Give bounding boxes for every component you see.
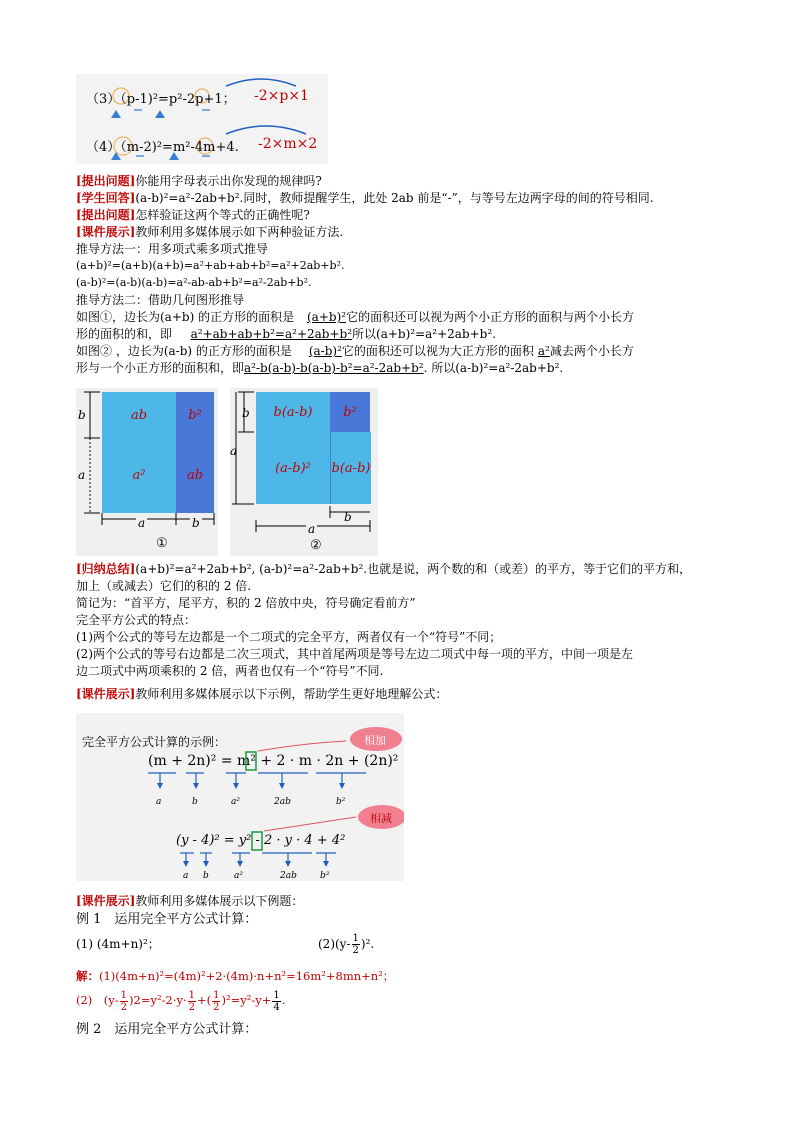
feature-2-line-2: 边二项式中两项乘积的 2 倍，两者也仅有一个“符号”不同. bbox=[76, 664, 384, 678]
solution-1: 解：(1)(4m+n)²=(4m)²+2·(4m)·n+n²=16m²+8mn+n²； bbox=[76, 969, 395, 983]
figure-1-dim-a-left: a bbox=[78, 468, 86, 482]
formula-panel-title: 完全平方公式计算的示例： bbox=[82, 735, 227, 749]
slide-show-3: [课件展示]教师利用多媒体展示以下例题： bbox=[76, 894, 304, 908]
formula-eq-2: (y - 4)² = y² - 2 · y · 4 + 4² bbox=[176, 833, 346, 848]
example-1-q1: (1) (4m+n)²； bbox=[76, 937, 160, 951]
figure-2 bbox=[230, 388, 378, 556]
example-row-3-rhs: -2×p×1 bbox=[254, 88, 309, 104]
slide-show-2: [课件展示]教师利用多媒体展示以下示例，帮助学生更好地理解公式： bbox=[76, 687, 448, 701]
paragraph-fig2-line2: 形与一个小正方形的面积和，即a²-b(a-b)-b(a-b)-b²=a²-2ab+b². 所以(a-b)²=a²-2ab+b². bbox=[76, 361, 564, 375]
paragraph-fig2-line1: 如图② ，边长为(a-b) 的正方形的面积是 (a-b)²它的面积还可以视为大正方形的面积 a²减去两个小长方 bbox=[76, 344, 634, 358]
eq1-label-2ab: 2ab bbox=[274, 797, 291, 807]
figure-2-caption: ② bbox=[310, 538, 322, 553]
figure-1-dim-b-left: b bbox=[78, 408, 86, 422]
figure-1-cell-ab-bottom: ab bbox=[176, 438, 214, 513]
question-2: [提出问题]怎样验证这两个等式的正确性呢? bbox=[76, 208, 310, 222]
method-2-title: 推导方法二：借助几何图形推导 bbox=[76, 293, 245, 307]
solution-2: (2) (y- $\frac{1}{2}$ )2=y²-2·y· $\frac{1}{2}$ +( $\frac{1}{2}$ )²=y²-y+ $\frac{1}{4}$ . bbox=[76, 989, 286, 1013]
summary-line-1: [归纳总结](a+b)²=a²+2ab+b², (a-b)²=a²-2ab+b².也就是说，两个数的和（或差）的平方，等于它们的平方和， bbox=[76, 562, 692, 576]
example-row-4: （4）（m-2)²=m²-4m+4. bbox=[86, 140, 239, 155]
eq2-label-a: a bbox=[183, 871, 189, 881]
callout-add: 相加 bbox=[364, 734, 386, 747]
eq2-label-a2: a² bbox=[234, 871, 243, 881]
method-1-eq1: (a+b)²=(a+b)(a+b)=a²+ab+ab+b²=a²+2ab+b². bbox=[76, 259, 345, 272]
example-1-q2: (2)(y- $\frac{1}{2}$ )². bbox=[318, 933, 375, 956]
example-row-3: （3）（p-1)²=p²-2p+1； bbox=[86, 92, 236, 107]
figure-1-dim-b-bottom: b bbox=[192, 516, 200, 530]
figure-1-cell-b2: b² bbox=[176, 392, 214, 438]
figure-2-cell-tl: b(a-b) bbox=[256, 392, 330, 432]
eq1-label-b: b bbox=[192, 797, 198, 807]
formula-eq-1: (m + 2n)² = m² + 2 · m · 2n + (2n)² bbox=[148, 753, 399, 769]
formula-example-panel bbox=[76, 713, 404, 881]
eq2-label-2ab: 2ab bbox=[280, 871, 297, 881]
figure-2-dim-a-left: a bbox=[230, 444, 238, 458]
feature-2-line-1: (2)两个公式的等号右边都是二次三项式，其中首尾两项是等号左边二项式中每一项的平方，中间一项是左 bbox=[76, 647, 634, 661]
example-1-title: 例 1 运用完全平方公式计算： bbox=[76, 912, 258, 927]
figure-2-cell-bl: (a-b)² bbox=[256, 432, 330, 504]
figure-1-cell-a2: a² bbox=[102, 438, 176, 513]
callout-subtract: 相减 bbox=[370, 812, 392, 825]
paragraph-fig1-line2: 形的面积的和，即 a²+ab+ab+b²=a²+2ab+b²所以(a+b)²=a²+2ab+b². bbox=[76, 327, 496, 341]
question-1: [提出问题]你能用字母表示出你发现的规律吗? bbox=[76, 174, 322, 188]
slide-show-1: [课件展示]教师利用多媒体展示如下两种验证方法. bbox=[76, 225, 344, 239]
feature-1: (1)两个公式的等号左边都是一个二项式的完全平方，两者仅有一个“符号”不同； bbox=[76, 630, 502, 644]
answer-1: [学生回答](a-b)²=a²-2ab+b².同时，教师提醒学生，此处 2ab 前是“-”，与等号左边两字母的间的符号相同. bbox=[76, 191, 654, 205]
figure-1-cell-ab-top: ab bbox=[102, 392, 176, 438]
example-2-title: 例 2 运用完全平方公式计算： bbox=[76, 1022, 258, 1037]
figure-2-cell-tr: b² bbox=[330, 392, 370, 432]
summary-line-2: 加上（或减去）它们的积的 2 倍. bbox=[76, 579, 252, 593]
figure-2-dim-b-bottom: b bbox=[344, 510, 352, 524]
eq1-label-b2: b² bbox=[336, 797, 346, 807]
features-title: 完全平方公式的特点： bbox=[76, 613, 197, 627]
figure-2-dim-a-bottom: a bbox=[308, 522, 316, 536]
figure-1 bbox=[76, 388, 218, 556]
eq1-label-a: a bbox=[156, 797, 162, 807]
paragraph-fig1-line1: 如图①，边长为(a+b) 的正方形的面积是 (a+b)²它的面积还可以视为两个小正方形的面积与两个小长方 bbox=[76, 310, 635, 324]
method-1-eq2: (a-b)²=(a-b)(a-b)=a²-ab-ab+b²=a²-2ab+b². bbox=[76, 276, 312, 289]
eq1-label-a2: a² bbox=[231, 797, 240, 807]
eq2-label-b: b bbox=[203, 871, 209, 881]
figure-1-caption: ① bbox=[156, 536, 168, 551]
short-rule: 简记为：“首平方，尾平方，积的 2 倍放中央，符号确定看前方” bbox=[76, 596, 416, 610]
figure-2-dim-b-left: b bbox=[242, 406, 250, 420]
example-figure bbox=[76, 74, 328, 164]
method-1-title: 推导方法一：用多项式乘多项式推导 bbox=[76, 242, 269, 256]
figure-1-dim-a-bottom: a bbox=[138, 516, 146, 530]
figure-2-cell-br: b(a-b) bbox=[330, 432, 371, 504]
example-row-4-rhs: -2×m×2 bbox=[258, 136, 318, 152]
eq2-label-b2: b² bbox=[320, 871, 330, 881]
formula-panel-arrows bbox=[76, 713, 404, 881]
